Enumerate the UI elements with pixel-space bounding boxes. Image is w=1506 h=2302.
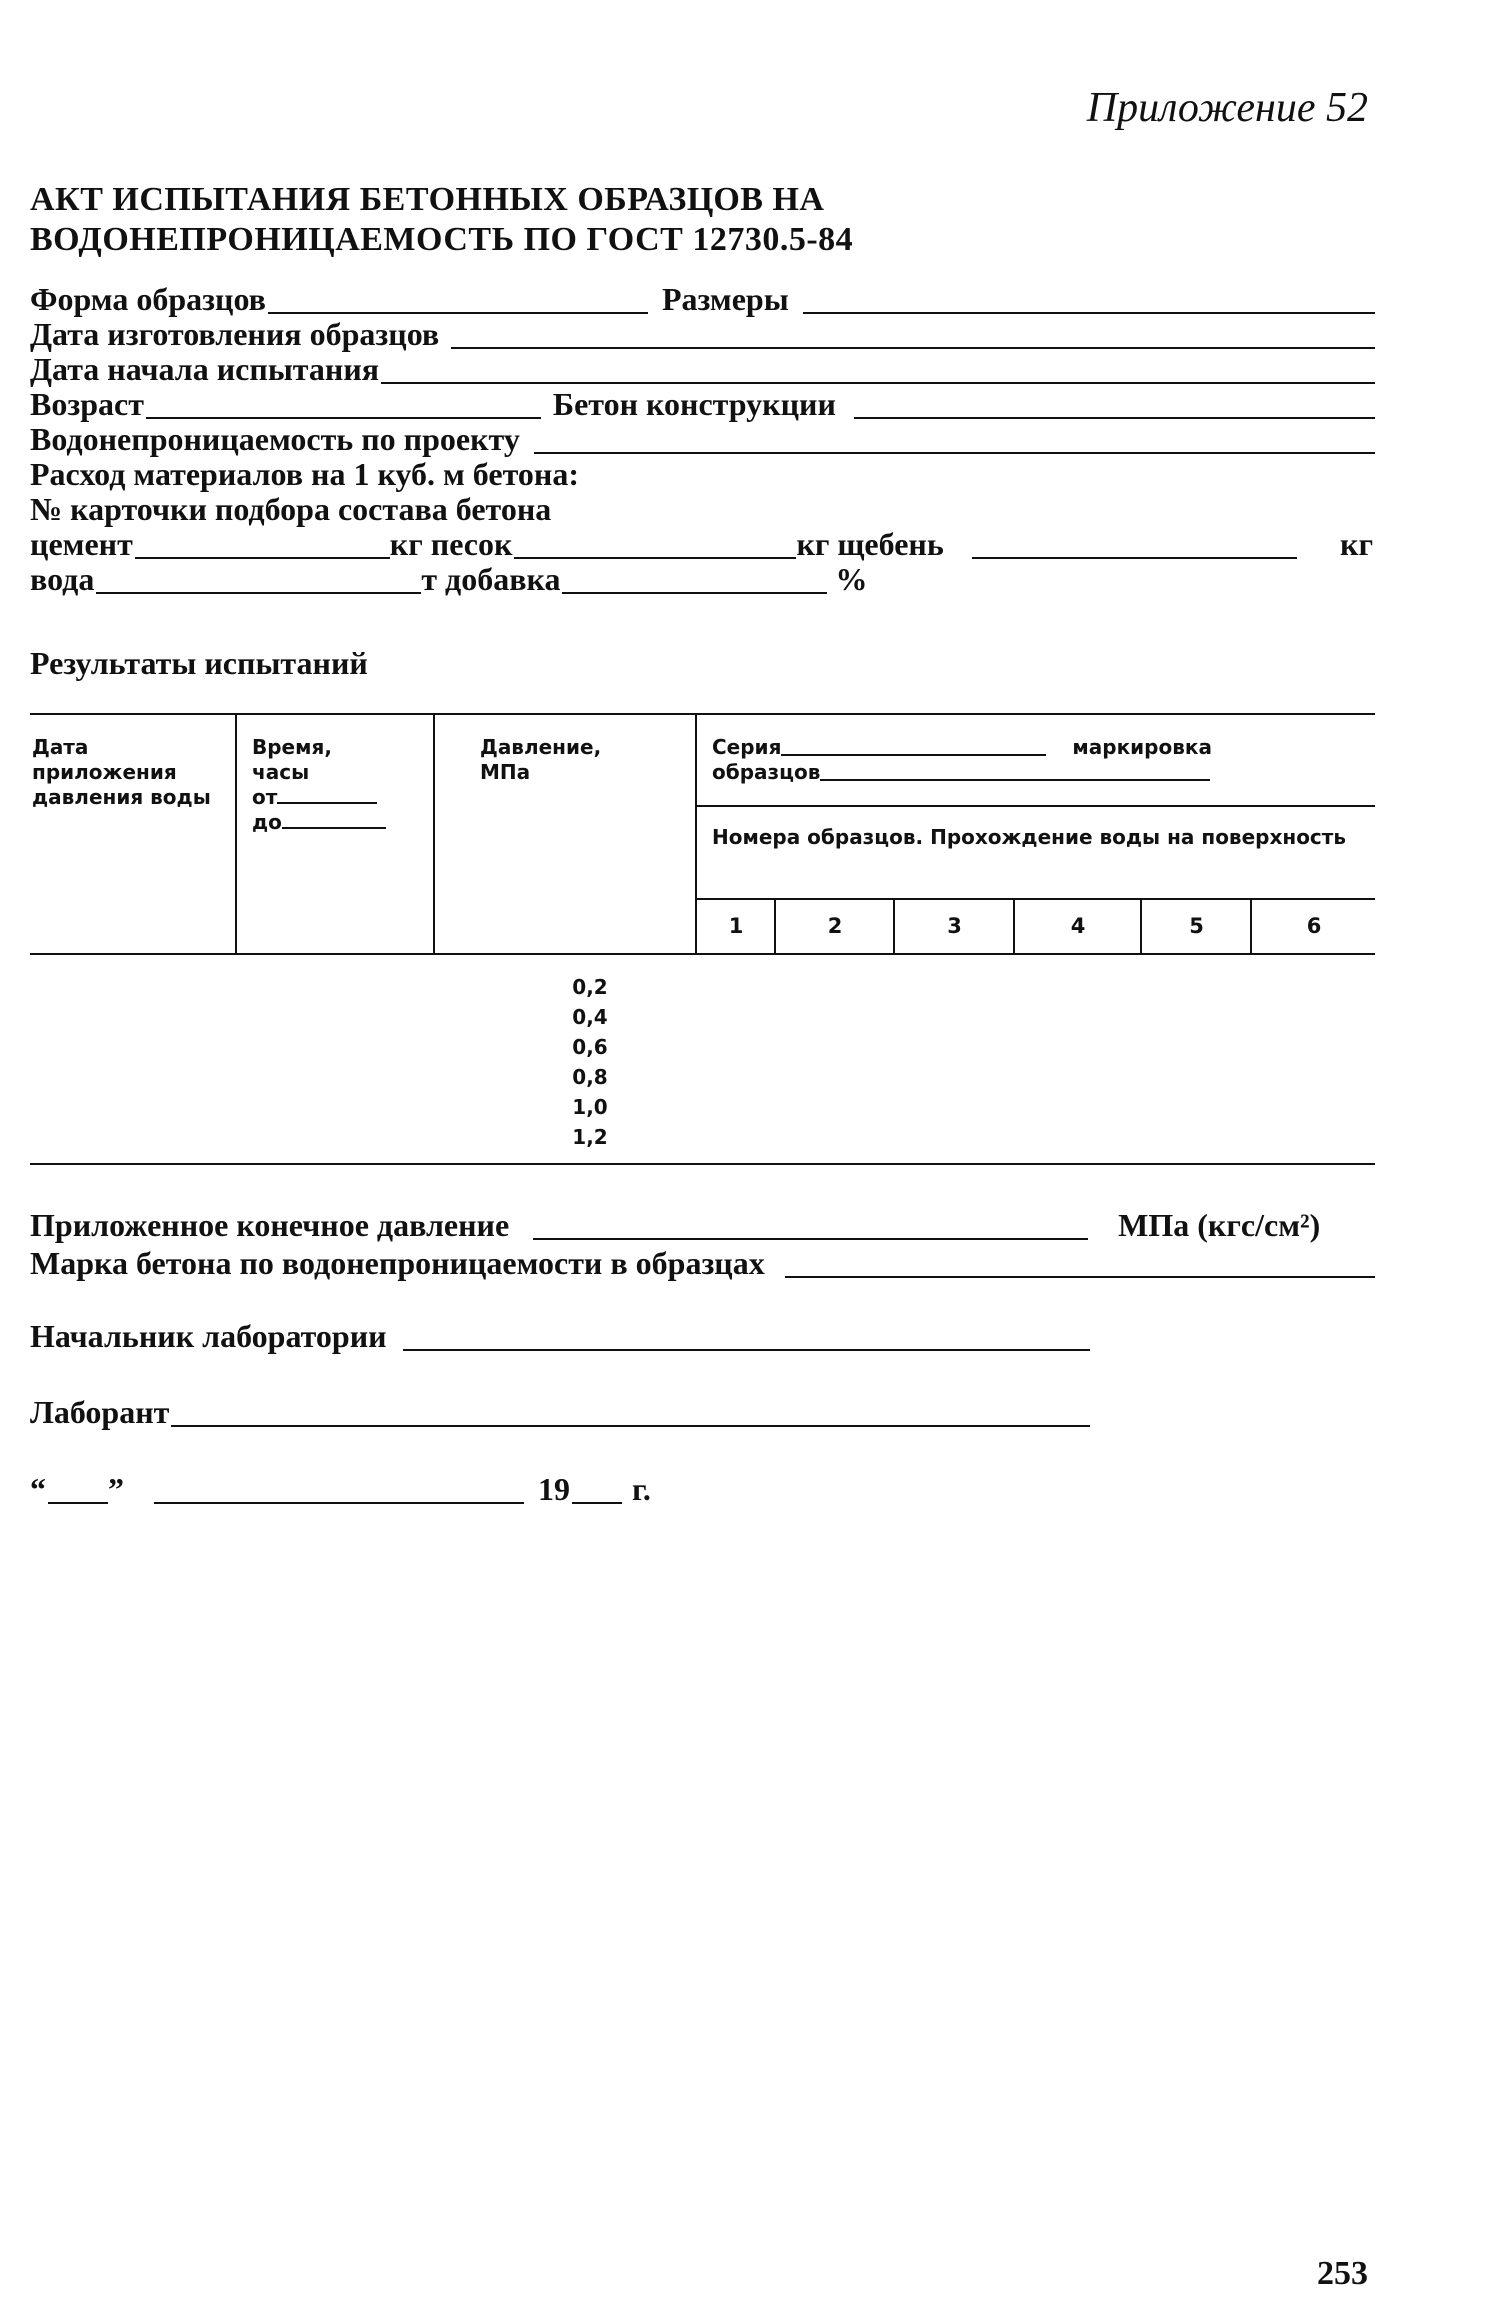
field-day[interactable] [48,1502,108,1504]
row-test-start-date [30,351,1375,388]
label-grade: Марка бетона по водонепроницаемости в образцах [30,1245,765,1281]
header-time-unit: часы [252,760,310,784]
row-final-pressure [30,1207,1375,1244]
row-date [30,1471,730,1508]
table-sample-divider-4 [1140,898,1142,953]
label-material-consumption: Расход материалов на 1 куб. м бетона: [30,456,579,492]
label-kg-sand: кг песок [389,526,513,562]
header-time [252,735,427,835]
label-dimensions: Размеры [661,281,789,317]
row-cement-sand-gravel [30,526,1375,563]
pressure-value: 0,6 [572,1035,608,1059]
field-year[interactable] [572,1502,622,1504]
row-water-additive [30,561,1375,598]
header-pressure [480,735,680,785]
header-series-label: Серия [712,735,782,759]
header-samples-label: образцов [712,760,821,784]
field-design-permeability[interactable] [534,452,1375,454]
header-time-from-row [252,785,427,810]
row-lab-head [30,1318,1090,1355]
header-time-title: Время, [252,735,332,759]
sample-number-1: 1 [728,914,744,938]
table-header-bottom-rule [30,953,1375,955]
label-kg-gravel: кг щебень [796,526,944,562]
table-col-divider-1 [235,713,237,953]
table-col-divider-2 [433,713,435,953]
table-sample-divider-3 [1013,898,1015,953]
year-prefix: 19 [538,1471,570,1507]
label-design-permeability: Водонепроницаемость по проекту [30,421,520,457]
pressure-value: 0,2 [572,975,608,999]
header-sample-numbers-note: Номера образцов. Прохождение воды на поверхность [712,825,1347,849]
label-final-pressure-unit: МПа (кгс/см²) [1118,1207,1321,1243]
field-final-pressure[interactable] [533,1238,1088,1240]
year-suffix: г. [632,1471,651,1507]
label-cement: цемент [30,526,133,562]
field-grade[interactable] [785,1276,1375,1278]
pressure-value: 0,8 [572,1065,608,1089]
label-lab-head: Начальник лаборатории [30,1318,387,1354]
appendix-label: Приложение 52 [1086,85,1368,131]
pressure-value: 0,4 [572,1005,608,1029]
table-top-rule [30,713,1375,715]
field-manufacture-date[interactable] [451,347,1375,349]
field-test-start-date[interactable] [381,382,1375,384]
label-t-additive: т добавка [421,561,561,597]
table-sample-divider-1 [774,898,776,953]
label-mix-card: № карточки подбора состава бетона [30,491,552,527]
field-dimensions[interactable] [803,312,1375,314]
header-date-applied: Дата приложения давления воды [32,735,211,809]
pressure-value: 1,0 [572,1095,608,1119]
header-time-to: до [252,810,282,834]
sample-number-2: 2 [827,914,843,938]
pressure-values [565,972,615,1152]
label-kg-end: кг [1340,526,1373,562]
row-shape-dimensions [30,281,1375,318]
page-number: 253 [1317,2255,1368,2292]
row-age-structure [30,386,1375,423]
field-sample-shape[interactable] [268,312,648,314]
pressure-value: 1,2 [572,1125,608,1149]
label-water: вода [30,561,95,597]
header-series [712,735,1372,785]
row-material-consumption [30,456,1375,493]
field-structure-concrete[interactable] [854,417,1375,419]
header-time-to-row [252,810,427,835]
sample-number-4: 4 [1070,914,1086,938]
field-lab-head[interactable] [403,1349,1090,1351]
row-design-permeability [30,421,1375,458]
table-bottom-rule [30,1163,1375,1165]
field-lab-assistant[interactable] [171,1425,1090,1427]
header-marking-label: маркировка [1072,735,1212,759]
date-open-quote: “ [30,1471,46,1507]
label-percent: % [835,561,868,597]
field-gravel[interactable] [972,557,1297,559]
label-structure-concrete: Бетон конструкции [552,386,836,422]
header-pressure-unit: МПа [480,760,531,784]
sample-number-5: 5 [1189,914,1204,938]
row-mix-card [30,491,1375,528]
field-time-from[interactable] [277,802,377,804]
field-month[interactable] [154,1502,524,1504]
label-sample-shape: Форма образцов [30,281,266,317]
date-close-quote: ” [108,1471,124,1507]
title-line-2: ВОДОНЕПРОНИЦАЕМОСТЬ ПО ГОСТ 12730.5-84 [30,221,854,258]
row-manufacture-date [30,316,1375,353]
title-line-1: АКТ ИСПЫТАНИЯ БЕТОННЫХ ОБРАЗЦОВ НА [30,181,825,218]
label-lab-assistant: Лаборант [30,1394,170,1430]
table-sample-notes-rule [695,898,1375,900]
field-water[interactable] [96,592,421,594]
label-manufacture-date: Дата изготовления образцов [30,316,440,352]
field-age[interactable] [146,417,541,419]
label-final-pressure: Приложенное конечное давление [30,1207,510,1243]
label-test-start-date: Дата начала испытания [30,351,380,387]
header-samples-row [712,760,1372,785]
field-sand[interactable] [514,557,796,559]
header-pressure-title: Давление, [480,735,602,759]
sample-number-6: 6 [1306,914,1322,938]
row-lab-assistant [30,1394,1090,1431]
header-series-row [712,735,1372,760]
field-time-to[interactable] [282,827,386,829]
table-series-rule [695,805,1375,807]
table-col-divider-3 [695,713,697,953]
table-sample-divider-5 [1250,898,1252,953]
document-title [30,180,853,260]
sample-number-3: 3 [947,914,962,938]
label-age: Возраст [30,386,144,422]
header-time-from: от [252,785,278,809]
field-marking[interactable] [820,779,1210,781]
results-title: Результаты испытаний [30,645,368,681]
field-additive[interactable] [562,592,827,594]
field-cement[interactable] [135,557,390,559]
field-series[interactable] [781,754,1046,756]
table-sample-divider-2 [893,898,895,953]
row-grade [30,1245,1375,1282]
